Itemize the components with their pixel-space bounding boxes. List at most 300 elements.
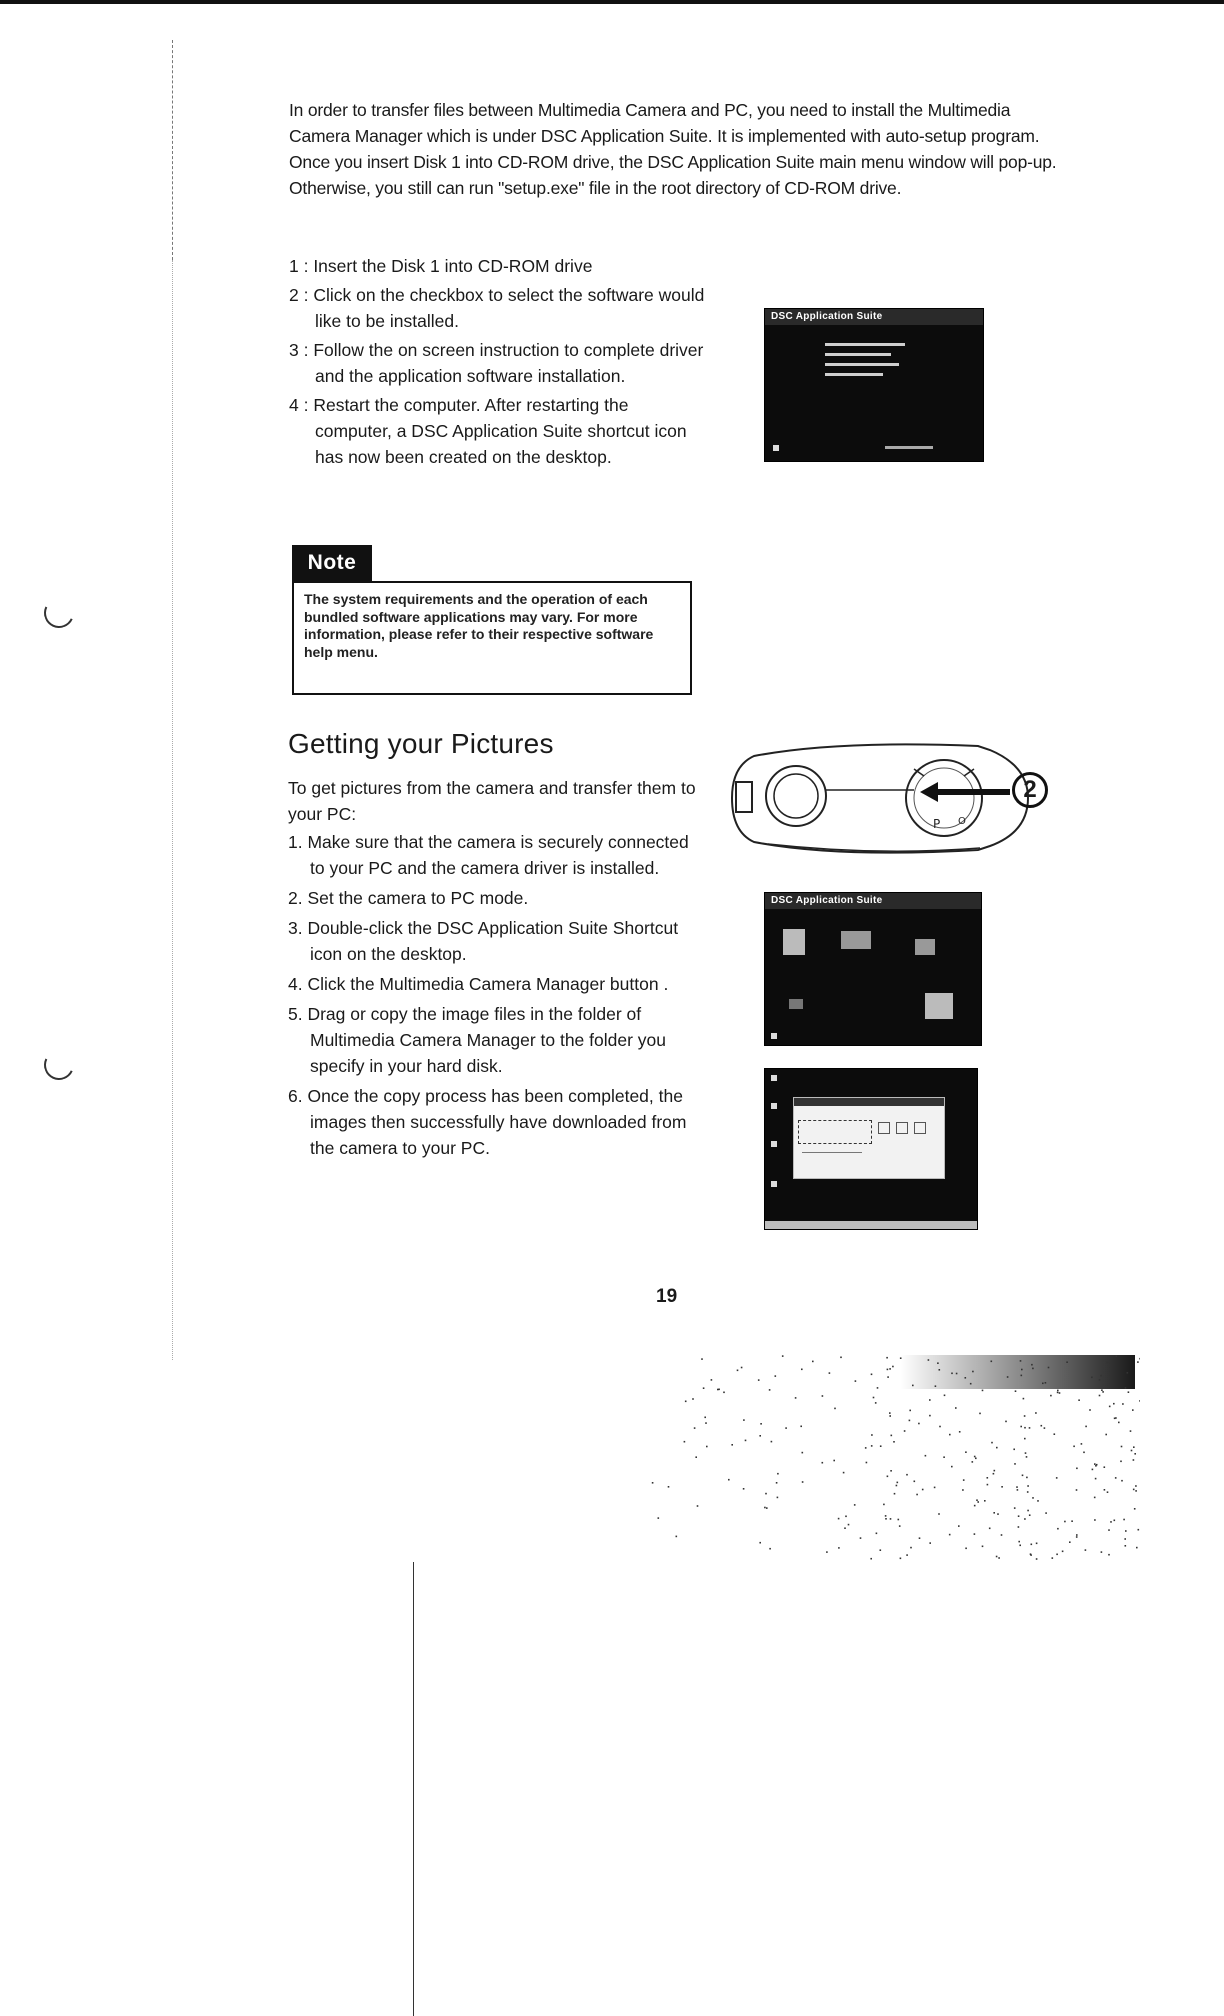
noise-speck (1089, 1409, 1091, 1411)
noise-speck (731, 1444, 733, 1446)
noise-speck (1137, 1361, 1139, 1363)
noise-speck (822, 1395, 824, 1397)
noise-speck (758, 1379, 760, 1381)
noise-speck (897, 1482, 899, 1484)
noise-speck (1085, 1426, 1087, 1428)
noise-speck (1125, 1387, 1127, 1389)
noise-speck (1014, 1507, 1016, 1509)
noise-speck (1136, 1547, 1138, 1549)
page-number: 19 (656, 1286, 678, 1307)
noise-speck (1115, 1477, 1117, 1479)
button-row (885, 446, 933, 449)
transfer-step: 1. Make sure that the camera is securely connected to your PC and the camera driver is installed. (288, 832, 689, 878)
noise-speck (889, 1412, 891, 1414)
noise-speck (848, 1524, 850, 1526)
noise-speck (1056, 1554, 1058, 1556)
noise-speck (889, 1415, 891, 1417)
noise-speck (812, 1361, 814, 1363)
noise-speck (1001, 1534, 1003, 1536)
noise-speck (991, 1442, 993, 1444)
noise-speck (1124, 1538, 1126, 1540)
noise-speck (934, 1487, 936, 1489)
noise-speck (896, 1485, 898, 1487)
noise-speck (1132, 1409, 1134, 1411)
noise-speck (1031, 1364, 1033, 1366)
noise-speck (939, 1369, 941, 1371)
noise-speck (1076, 1536, 1078, 1538)
noise-speck (1101, 1551, 1103, 1553)
noise-speck (949, 1534, 951, 1536)
scan-mark (40, 594, 78, 632)
noise-speck (668, 1486, 670, 1488)
note-label: Note (292, 545, 372, 581)
noise-speck (1007, 1376, 1009, 1378)
noise-speck (1139, 1400, 1140, 1402)
noise-speck (845, 1516, 847, 1518)
noise-speck (840, 1357, 842, 1359)
noise-speck (993, 1512, 995, 1514)
install-step: 1 : Insert the Disk 1 into CD-ROM drive (289, 256, 593, 276)
noise-speck (704, 1417, 706, 1419)
noise-speck (1054, 1433, 1056, 1435)
noise-speck (1045, 1512, 1047, 1514)
noise-speck (728, 1479, 730, 1481)
noise-speck (1069, 1541, 1071, 1543)
noise-speck (1026, 1477, 1028, 1479)
noise-speck (906, 1474, 908, 1476)
file-window (793, 1097, 945, 1179)
noise-speck (741, 1367, 743, 1369)
install-step: 4 : Restart the computer. After restarting the computer, a DSC Application Suite shortcut icon has now been created on the desktop. (289, 395, 687, 467)
noise-speck (918, 1423, 920, 1425)
desktop-icon (771, 1103, 777, 1109)
noise-speck (1015, 1390, 1017, 1392)
noise-speck (860, 1537, 862, 1539)
noise-speck (658, 1517, 660, 1519)
noise-speck (885, 1518, 887, 1520)
noise-speck (998, 1557, 1000, 1559)
noise-speck (928, 1359, 930, 1361)
scan-noise (650, 1355, 1140, 1560)
transfer-step: 5. Drag or copy the image files in the folder of Multimedia Camera Manager to the folder you specify in your hard disk. (288, 1004, 667, 1076)
noise-speck (974, 1533, 976, 1535)
noise-speck (800, 1426, 802, 1428)
noise-speck (1110, 1521, 1112, 1523)
app-icon (789, 999, 803, 1009)
noise-speck (893, 1441, 895, 1443)
noise-speck (705, 1422, 707, 1424)
noise-speck (1095, 1465, 1097, 1467)
noise-speck (906, 1554, 908, 1556)
noise-speck (759, 1435, 761, 1437)
noise-speck (889, 1368, 891, 1370)
noise-speck (1022, 1475, 1024, 1477)
noise-speck (1078, 1399, 1080, 1401)
noise-speck (1019, 1545, 1021, 1547)
noise-speck (965, 1451, 967, 1453)
menu-line (825, 343, 905, 346)
file-icon (914, 1122, 926, 1134)
noise-speck (1125, 1530, 1127, 1532)
noise-speck (1094, 1463, 1096, 1465)
noise-speck (1066, 1361, 1068, 1363)
noise-speck (1032, 1497, 1034, 1499)
noise-speck (1073, 1446, 1075, 1448)
section-heading: Getting your Pictures (288, 728, 554, 759)
noise-speck (769, 1548, 771, 1550)
callout-number: 2 (1012, 772, 1048, 808)
intro-paragraph: In order to transfer files between Multimedia Camera and PC, you need to install the Multimedia Camera Manager which is under DSC Application Suite. It is implemented with auto-setup program. Once you insert Disk 1 into CD-ROM drive, the DSC Application Suite main menu window will pop-up. Otherwise, you still can run "setup.exe" file in the root directory of CD-ROM drive. (289, 100, 1057, 198)
noise-speck (676, 1536, 678, 1538)
noise-speck (684, 1441, 686, 1443)
noise-speck (697, 1505, 699, 1507)
noise-speck (974, 1505, 976, 1507)
noise-speck (1113, 1403, 1115, 1405)
noise-speck (1018, 1541, 1020, 1543)
noise-speck (1027, 1510, 1029, 1512)
noise-speck (1064, 1521, 1066, 1523)
noise-speck (706, 1446, 708, 1448)
noise-speck (1085, 1549, 1087, 1551)
noise-speck (745, 1440, 747, 1442)
noise-speck (737, 1370, 739, 1372)
noise-speck (875, 1402, 877, 1404)
noise-speck (1104, 1489, 1106, 1491)
noise-speck (1056, 1477, 1058, 1479)
noise-speck (1041, 1425, 1043, 1427)
noise-speck (1114, 1418, 1116, 1420)
noise-speck (1057, 1392, 1059, 1394)
noise-speck (1131, 1450, 1133, 1452)
noise-speck (1029, 1514, 1031, 1516)
noise-speck (916, 1494, 918, 1496)
noise-speck (1030, 1554, 1032, 1556)
noise-speck (1024, 1415, 1026, 1417)
noise-speck (876, 1533, 878, 1535)
noise-speck (1101, 1389, 1103, 1391)
noise-speck (1059, 1392, 1061, 1394)
noise-speck (883, 1504, 885, 1506)
noise-speck (711, 1379, 713, 1381)
noise-speck (802, 1481, 804, 1483)
noise-speck (873, 1397, 875, 1399)
noise-speck (1123, 1519, 1125, 1521)
noise-speck (855, 1380, 857, 1382)
noise-speck (984, 1500, 986, 1502)
noise-speck (759, 1542, 761, 1544)
noise-speck (870, 1558, 872, 1560)
noise-speck (955, 1407, 957, 1409)
menu-line (825, 363, 899, 366)
noise-speck (771, 1441, 773, 1443)
noise-speck (1083, 1452, 1085, 1454)
noise-speck (718, 1389, 720, 1391)
noise-speck (1107, 1362, 1109, 1364)
noise-speck (956, 1373, 958, 1375)
section-lead: To get pictures from the camera and transfer them to your PC: (288, 778, 696, 824)
transfer-step: 4. Click the Multimedia Camera Manager button . (288, 974, 669, 994)
noise-speck (877, 1387, 879, 1389)
noise-speck (1118, 1422, 1120, 1424)
install-step: 2 : Click on the checkbox to select the software would like to be installed. (289, 285, 705, 331)
noise-speck (959, 1431, 961, 1433)
noise-speck (1105, 1434, 1107, 1436)
noise-speck (1135, 1485, 1137, 1487)
transfer-steps (288, 829, 702, 1165)
noise-speck (777, 1473, 779, 1475)
noise-speck (1134, 1508, 1136, 1510)
noise-speck (1076, 1468, 1078, 1470)
noise-speck (1134, 1453, 1136, 1455)
noise-speck (993, 1473, 995, 1475)
noise-speck (1128, 1391, 1130, 1393)
noise-speck (1133, 1459, 1135, 1461)
noise-speck (1116, 1355, 1118, 1357)
scan-mark (40, 1046, 78, 1084)
noise-speck (970, 1383, 972, 1385)
screenshot-main-menu (764, 308, 984, 462)
noise-speck (1005, 1421, 1007, 1423)
top-rule (0, 0, 1224, 4)
noise-speck (912, 1385, 914, 1387)
noise-speck (865, 1447, 867, 1449)
noise-speck (987, 1477, 989, 1479)
noise-speck (1052, 1557, 1054, 1559)
margin-dash-line (172, 40, 173, 260)
noise-speck (1037, 1500, 1039, 1502)
noise-speck (900, 1357, 902, 1359)
noise-speck (1114, 1520, 1116, 1522)
noise-speck (1031, 1544, 1033, 1546)
noise-speck (743, 1488, 745, 1490)
noise-speck (880, 1445, 882, 1447)
scan-edge-line (413, 1562, 414, 2016)
noise-speck (887, 1476, 889, 1478)
noise-speck (1018, 1526, 1020, 1528)
noise-speck (1050, 1395, 1052, 1397)
noise-speck (1017, 1489, 1019, 1491)
noise-speck (1135, 1490, 1137, 1492)
noise-speck (914, 1481, 916, 1483)
noise-speck (975, 1458, 977, 1460)
selected-files (798, 1120, 872, 1144)
noise-speck (951, 1466, 953, 1468)
noise-speck (775, 1375, 777, 1377)
noise-speck (871, 1374, 873, 1376)
noise-speck (795, 1397, 797, 1399)
noise-speck (1013, 1449, 1015, 1451)
noise-speck (899, 1525, 901, 1527)
noise-speck (991, 1361, 993, 1363)
noise-speck (965, 1377, 967, 1379)
file-row (802, 1152, 862, 1163)
noise-speck (909, 1420, 911, 1422)
noise-speck (760, 1423, 762, 1425)
noise-speck (1099, 1395, 1101, 1397)
app-icon (783, 929, 805, 955)
noise-speck (996, 1556, 998, 1558)
svg-text:P: P (933, 817, 941, 831)
noise-speck (871, 1434, 873, 1436)
screenshot-file-manager (764, 1068, 978, 1230)
noise-speck (1107, 1491, 1109, 1493)
noise-speck (1057, 1528, 1059, 1530)
noise-speck (1044, 1427, 1046, 1429)
noise-speck (854, 1504, 856, 1506)
noise-speck (1076, 1489, 1078, 1491)
install-steps (289, 253, 709, 473)
noise-speck (976, 1499, 978, 1501)
transfer-step: 6. Once the copy process has been completed, the images then successfully have downloaded from the camera to your PC. (288, 1086, 687, 1158)
noise-speck (652, 1482, 654, 1484)
noise-speck (974, 1456, 976, 1458)
noise-speck (777, 1497, 779, 1499)
noise-speck (1042, 1383, 1044, 1385)
desktop-icon (771, 1075, 777, 1081)
noise-speck (1125, 1545, 1127, 1547)
noise-speck (886, 1357, 888, 1359)
noise-speck (801, 1369, 803, 1371)
noise-speck (694, 1427, 696, 1429)
noise-speck (937, 1362, 939, 1364)
noise-speck (904, 1430, 906, 1432)
noise-speck (833, 1460, 835, 1462)
noise-speck (1021, 1369, 1023, 1371)
noise-speck (829, 1372, 831, 1374)
noise-speck (1018, 1515, 1020, 1517)
noise-speck (871, 1445, 873, 1447)
svg-text:O: O (958, 816, 966, 827)
menu-line (825, 373, 883, 376)
noise-speck (900, 1558, 902, 1560)
window-titlebar (794, 1098, 944, 1106)
noise-speck (1120, 1461, 1122, 1463)
noise-speck (987, 1484, 989, 1486)
noise-speck (977, 1501, 979, 1503)
noise-speck (692, 1398, 694, 1400)
noise-speck (766, 1507, 768, 1509)
noise-speck (1092, 1469, 1094, 1471)
noise-speck (685, 1401, 687, 1403)
file-icon (878, 1122, 890, 1134)
noise-speck (943, 1456, 945, 1458)
app-icon (915, 939, 935, 955)
noise-speck (1027, 1491, 1029, 1493)
transfer-step: 2. Set the camera to PC mode. (288, 888, 529, 908)
noise-speck (1133, 1446, 1135, 1448)
noise-speck (769, 1389, 771, 1391)
screenshot-title: DSC Application Suite (765, 309, 983, 325)
noise-speck (1071, 1520, 1073, 1522)
noise-speck (909, 1410, 911, 1412)
noise-speck (1048, 1367, 1050, 1369)
noise-speck (1025, 1452, 1027, 1454)
noise-speck (929, 1399, 931, 1401)
noise-speck (1102, 1391, 1104, 1393)
noise-speck (1121, 1480, 1123, 1482)
noise-speck (910, 1547, 912, 1549)
logo-icon (773, 445, 779, 451)
noise-speck (843, 1472, 845, 1474)
noise-speck (1024, 1438, 1026, 1440)
noise-speck (723, 1392, 725, 1394)
noise-speck (1109, 1406, 1111, 1408)
noise-speck (890, 1518, 892, 1520)
noise-speck (890, 1470, 892, 1472)
noise-speck (1021, 1375, 1023, 1377)
noise-speck (1016, 1486, 1018, 1488)
noise-speck (1108, 1529, 1110, 1531)
desktop-icon (771, 1181, 777, 1187)
noise-speck (826, 1551, 828, 1553)
logo-icon (771, 1033, 777, 1039)
noise-speck (1023, 1398, 1025, 1400)
noise-speck (764, 1507, 766, 1509)
noise-speck (782, 1355, 784, 1357)
noise-speck (1014, 1463, 1016, 1465)
noise-speck (776, 1482, 778, 1484)
noise-speck (887, 1369, 889, 1371)
noise-speck (703, 1387, 705, 1389)
install-step: 3 : Follow the on screen instruction to complete driver and the application software installation. (289, 340, 704, 386)
noise-speck (972, 1461, 974, 1463)
noise-speck (919, 1537, 921, 1539)
noise-speck (785, 1427, 787, 1429)
noise-speck (1100, 1375, 1102, 1377)
file-icon (896, 1122, 908, 1134)
noise-speck (1001, 1486, 1003, 1488)
noise-speck (997, 1513, 999, 1515)
noise-speck (898, 1519, 900, 1521)
noise-speck (1094, 1519, 1096, 1521)
noise-speck (802, 1452, 804, 1454)
noise-speck (1036, 1558, 1038, 1560)
noise-speck (1099, 1379, 1101, 1381)
noise-speck (1029, 1427, 1031, 1429)
noise-speck (949, 1434, 951, 1436)
noise-speck (994, 1470, 996, 1472)
noise-speck (1032, 1368, 1034, 1370)
noise-speck (866, 1462, 868, 1464)
noise-speck (1045, 1382, 1047, 1384)
noise-speck (1057, 1390, 1059, 1392)
noise-speck (1076, 1534, 1078, 1536)
menu-line (825, 353, 891, 356)
note-box: The system requirements and the operation of each bundled software applications may vary. For more information, please refer to their respective software help menu. (292, 581, 692, 695)
noise-speck (929, 1415, 931, 1417)
noise-speck (1027, 1485, 1029, 1487)
transfer-step: 3. Double-click the DSC Application Suite Shortcut icon on the desktop. (288, 918, 679, 964)
noise-speck (989, 1528, 991, 1530)
camera-illustration (728, 736, 1068, 861)
noise-speck (979, 1413, 981, 1415)
noise-speck (951, 1373, 953, 1375)
noise-speck (838, 1547, 840, 1549)
noise-speck (938, 1513, 940, 1515)
noise-speck (1026, 1456, 1028, 1458)
noise-speck (1122, 1403, 1124, 1405)
noise-speck (1035, 1412, 1037, 1414)
noise-speck (939, 1426, 941, 1428)
noise-speck (887, 1376, 889, 1378)
noise-speck (834, 1408, 836, 1410)
margin-dot-line (172, 260, 173, 1360)
noise-speck (958, 1525, 960, 1527)
noise-speck (1139, 1358, 1140, 1360)
noise-speck (982, 1390, 984, 1392)
noise-speck (1036, 1543, 1038, 1545)
noise-speck (982, 1546, 984, 1548)
